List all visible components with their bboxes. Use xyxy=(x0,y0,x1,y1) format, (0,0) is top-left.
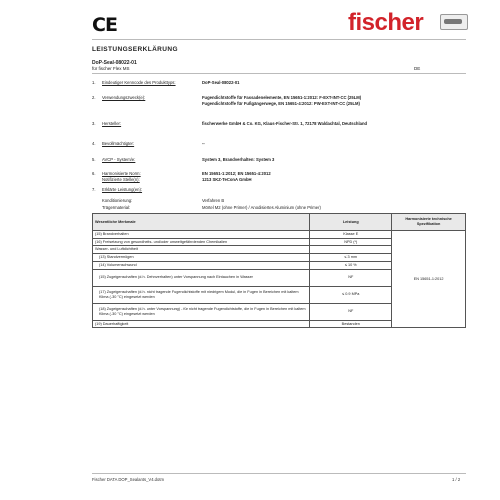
cell-characteristic: (15) Brandverhalten xyxy=(93,231,310,239)
cell-characteristic: (13) Standvermögen xyxy=(93,254,310,262)
item-key: Notifizierte Stelle(n): xyxy=(102,177,140,182)
item-value: 1213 SKZ-TeConA GmbH xyxy=(202,177,252,182)
cell-performance: ≤ 3 mm xyxy=(310,254,392,262)
cell-characteristic: (19) Dauerhaftigkeit xyxy=(93,320,310,328)
ce-mark: CE xyxy=(92,14,117,36)
dop-number: DoP-Seal-08022-01 xyxy=(92,60,137,66)
item-number: 3. xyxy=(92,121,96,126)
item-key: Hersteller: xyxy=(102,121,122,126)
cell-characteristic: (16) Freisetzung von gesundheits- und/oder umweltgefährdenden Chemikalien xyxy=(93,238,310,246)
footer-filename: Fischer DATA DOP_Sealants_V4.dotm xyxy=(92,477,164,482)
cell-characteristic: Wasser- und Luftdichtheit xyxy=(93,246,310,254)
cell-performance: NPD (*) xyxy=(310,238,392,246)
document-subtitle: für fischer Flex MS xyxy=(92,66,130,71)
cell-performance: NF xyxy=(310,269,392,286)
item-key: AVCP - System/e: xyxy=(102,157,136,162)
cell-performance: Bestanden xyxy=(310,320,392,328)
column-header: Harmonisierte technische Spezifikation xyxy=(392,214,466,231)
item-key: Erklärte Leistung(en): xyxy=(102,187,143,192)
column-header: Wesentliche Merkmale xyxy=(93,214,310,231)
table-header-row xyxy=(93,214,466,231)
item-number: 7. xyxy=(92,187,96,192)
column-header: Leistung xyxy=(310,214,392,231)
header-divider xyxy=(92,39,466,40)
brand-badge-icon xyxy=(440,14,468,30)
conditioning-label: Konditionierung: xyxy=(102,198,133,203)
item-value: -- xyxy=(202,141,205,146)
item-value: Fugendichtstoffe für Fassadenelemente, EN 15651-1:2012: F-EXT-INT-CC (25LM) xyxy=(202,95,362,100)
cell-performance xyxy=(310,246,392,254)
conditioning-value: Verfahren B xyxy=(202,198,225,203)
fischer-logo: fischer xyxy=(348,9,424,36)
item-value: System 3, Brandverhalten: System 3 xyxy=(202,157,275,162)
cell-spec: EN 15651-1:2012 xyxy=(392,231,466,328)
document-title: LEISTUNGSERKLÄRUNG xyxy=(92,46,178,53)
substrate-value: Mörtel M2 (ohne Primer) / Anodisiertes Aluminium (ohne Primer) xyxy=(202,205,321,210)
item-number: 5. xyxy=(92,157,96,162)
cell-performance: ≤ 10 % xyxy=(310,261,392,269)
item-value: DoP-Seal-08022-01 xyxy=(202,80,240,85)
item-value: fischerwerke GmbH & Co. KG, Klaus-Fischer-Str. 1, 72178 Waldachtal, Deutschland xyxy=(202,121,368,126)
item-value: Fugendichtstoffe für Fußgängerwege, EN 15651-4:2012: PW-EXT-INT-CC (25LM) xyxy=(202,101,360,106)
performance-table xyxy=(92,213,466,328)
item-value: EN 15651-1:2012; EN 15651-4:2012 xyxy=(202,171,271,176)
item-key: Verwendungszweck(e): xyxy=(102,95,146,100)
substrate-label: Trägermaterial: xyxy=(102,205,131,210)
language-code: DE xyxy=(414,66,421,71)
cell-characteristic: (18) Zugeigenschaften (d.h. unter Vorspannung) - für nicht tragende Fugendichtstoffe, die in Fugen in Bereichen mit kaltem Klima (-30 °C) eingesetzt werden xyxy=(93,303,310,320)
title-divider xyxy=(92,73,466,74)
item-number: 4. xyxy=(92,141,96,146)
cell-performance: NF xyxy=(310,303,392,320)
item-key: Bevollmächtigter: xyxy=(102,141,135,146)
cell-performance: Klasse E xyxy=(310,231,392,239)
item-number: 1. xyxy=(92,80,96,85)
item-key: Harmonisierte Norm: xyxy=(102,171,141,176)
cell-characteristic: (17) Zugeigenschaften (d.h. nicht tragende Fugendichtstoffe mit niedrigem Modul, die in Fugen in Bereichen mit kaltem Klima (-30 °C) eingesetzt werden xyxy=(93,286,310,303)
item-number: 6. xyxy=(92,171,96,176)
item-key: Eindeutiger Kenncode des Produkttyps: xyxy=(102,80,176,85)
page-number: 1 / 2 xyxy=(452,477,461,482)
item-number: 2. xyxy=(92,95,96,100)
cell-performance: ≤ 0.9 MPa xyxy=(310,286,392,303)
footer-divider xyxy=(92,473,466,474)
cell-characteristic: (14) Volumenschwund xyxy=(93,261,310,269)
cell-characteristic: (15) Zugeigenschaften (d.h. Dehnverhalten) unter Vorspannung nach Eintauchen in Wasser xyxy=(93,269,310,286)
table-row xyxy=(93,231,466,239)
